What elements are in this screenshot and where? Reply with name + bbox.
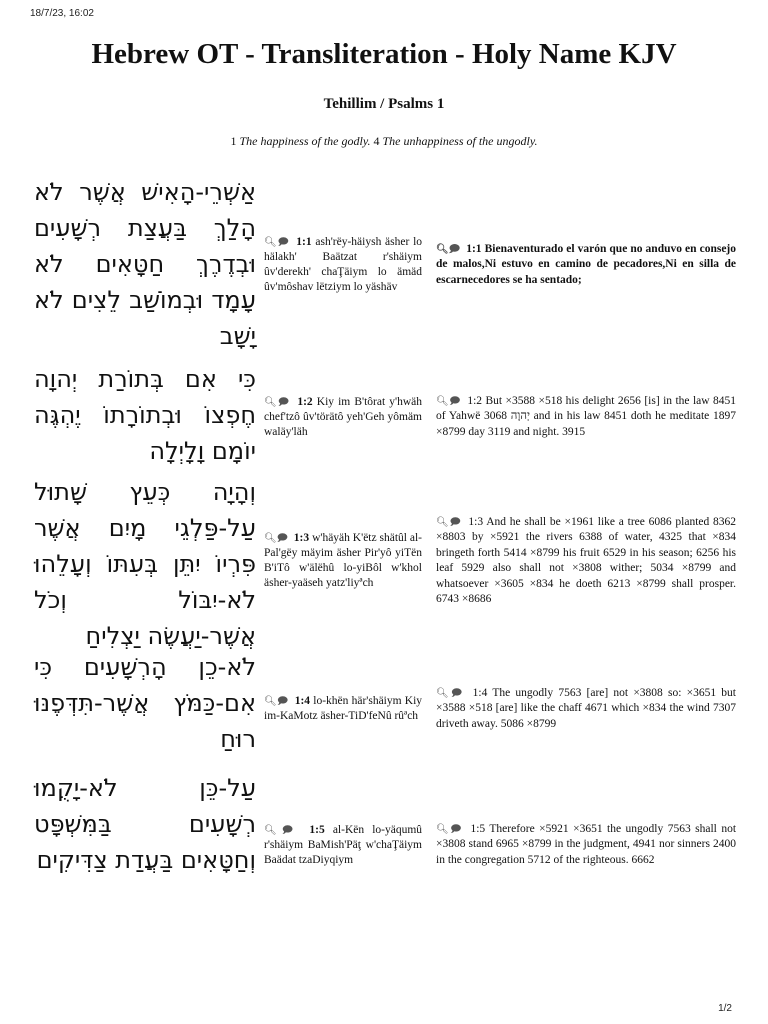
verse-ref[interactable]: 1:2 xyxy=(297,395,313,408)
translit-text: Kiy im B'tôrat y'hwäh chef'tzô ûv'törätô yeh'Geh yômäm waläy'läh xyxy=(264,395,422,438)
print-timestamp: 18/7/23, 16:02 xyxy=(30,8,94,19)
transliteration xyxy=(256,361,428,473)
hebrew-text: עַל-כֵּן לֹא-יָקֻמוּ רְשָׁעִים בַּמִּשְׁפָּט וְחַטָּאִים בַּעֲדַת צַדִּיקִים xyxy=(34,774,256,874)
verse-ref[interactable]: 1:1 xyxy=(296,236,312,248)
english-text xyxy=(428,170,736,360)
verse-text: 1:3 And he shall be ×1961 like a tree 6086 planted 8362 ×8803 by ×5921 the rivers 6388 of water, 4325 that ×834 bringeth forth 5414 ×8799 his fruit 6529 in his season; 6256 his leaf 5929 also shall not ×3808 wither; 5034 ×8799 and whatsoever ×3605 ×834 he doeth 6213 ×8799 shall prosper. 6743 ×8686 xyxy=(436,515,737,605)
compare-icon[interactable]: 🔍︎🗩 xyxy=(436,687,465,699)
verse-row xyxy=(34,770,736,921)
translit-text: ash'rëy-häiysh äsher lo hälakh' Baätzat r'shäiym ûv'derekh' chaŢäiym lo ämäd ûv'môshav lëtziym lo yäshäv xyxy=(264,236,423,293)
verse-ref[interactable]: 1:5 xyxy=(309,823,325,836)
hebrew-text: כִּי אִם בְּתוֹרַת יְהוָה חֶפְצוֹ וּבְתוֹרָתוֹ יֶהְגֶּה יוֹמָם וָלָיְלָה xyxy=(34,365,256,465)
hebrew-text: לֹא-כֵן הָרְשָׁעִים כִּי אִם-כַּמֹּץ אֲשֶׁר-תִּדְּפֶנּוּ רוּחַ xyxy=(34,653,256,753)
compare-icon[interactable]: 🔍︎🗩 xyxy=(436,823,463,835)
verse-text: 1:2 But ×3588 ×518 his delight 2656 [is] in the law 8451 of Yahwë 3068 יְהוָה and in his law 8451 doth he meditate 1897 ×8799 day 3119 and night. 3915 xyxy=(436,394,736,438)
hebrew-text: וְהָיָה כְּעֵץ שָׁתוּל עַל-פַּלְגֵי מָיִם אֲשֶׁר פִּרְיוֹ יִתֵּן בְּעִתּוֹ וְעָלֵהוּ לֹא-יִבּוֹל וְכֹל אֲשֶׁר-יַעֲשֶׂה יַצְלִיחַ xyxy=(34,478,256,650)
compare-icon[interactable]: 🔍︎🗩 xyxy=(436,516,462,528)
verse-table xyxy=(34,170,736,921)
transliteration xyxy=(256,770,428,920)
verse-row xyxy=(34,474,736,649)
translit-text: al-Kën lo-yäqumû r'shäiym BaMish'Päţ w'chaŢäiym Baädat tzaDiyqiym xyxy=(264,823,423,866)
transliteration xyxy=(256,474,428,648)
page-title: Hebrew OT - Transliteration - Holy Name KJV xyxy=(91,38,677,70)
compare-icon[interactable]: 🔍︎🗩 xyxy=(264,696,289,707)
english-text xyxy=(428,770,736,920)
translit-text: lo-khën här'shäiym Kiy im-KaMotz äsher-TiD'feNû rûªch xyxy=(264,695,423,722)
compare-icon[interactable]: 🔍︎🗩 xyxy=(264,237,290,248)
page-number: 1/2 xyxy=(718,1003,732,1014)
transliteration xyxy=(256,170,428,360)
verse-text: 1:1 Bienaventurado el varón que no anduvo en consejo de malos,Ni estuvo en camino de pecadores,Ni en silla de escarnecedores se ha sentado; xyxy=(436,242,737,286)
compare-icon[interactable]: 🔍︎🗩 xyxy=(436,395,461,407)
translit-text: w'häyäh K'ëtz shätûl al-Pal'gëy mäyim äsher Pir'yô yiTën B'iTô w'älëhû lo-yiBôl w'khol äsher-yaäseh yatz'liyªch xyxy=(264,532,423,589)
summary-text-1: The happiness of the godly. xyxy=(239,134,371,148)
chapter-subtitle: Tehillim / Psalms 1 xyxy=(323,96,445,112)
english-text xyxy=(428,649,736,769)
compare-icon[interactable]: 🔍︎🗩 xyxy=(264,533,288,544)
compare-icon[interactable]: 🔍︎🗩 xyxy=(436,243,461,255)
summary-text-2: The unhappiness of the ungodly. xyxy=(382,134,538,148)
verse-ref[interactable]: 1:4 xyxy=(294,695,311,707)
transliteration xyxy=(256,649,428,769)
verse-row xyxy=(34,649,736,770)
compare-icon[interactable]: 🔍︎🗩 xyxy=(264,824,299,836)
english-text xyxy=(428,474,736,648)
verse-row xyxy=(34,361,736,474)
compare-icon[interactable]: 🔍︎🗩 xyxy=(264,396,291,408)
english-text xyxy=(428,361,736,473)
chapter-summary xyxy=(0,134,768,149)
summary-verse-4[interactable]: 4 xyxy=(373,134,380,148)
hebrew-text: אַשְׁרֵי-הָאִישׁ אֲשֶׁר לֹא הָלַךְ בַּעֲצַת רְשָׁעִים וּבְדֶרֶךְ חַטָּאִים לֹא עָמָד וּבְמוֹשַׁב לֵצִים לֹא יָשָׁב xyxy=(34,178,256,350)
verse-text: 1:5 Therefore ×5921 ×3651 the ungodly 7563 shall not ×3808 stand 6965 ×8799 in the judgment, 4941 nor sinners 2400 in the congregation 5712 of the righteous. 6662 xyxy=(436,822,737,866)
verse-row xyxy=(34,170,736,361)
verse-text: 1:4 The ungodly 7563 [are] not ×3808 so: ×3651 but ×3588 ×518 [are] like the chaff 4671 which ×834 the wind 7307 driveth away. 5086 ×8799 xyxy=(436,686,737,730)
summary-verse-1[interactable]: 1 xyxy=(230,134,237,148)
verse-ref[interactable]: 1:3 xyxy=(293,532,310,544)
